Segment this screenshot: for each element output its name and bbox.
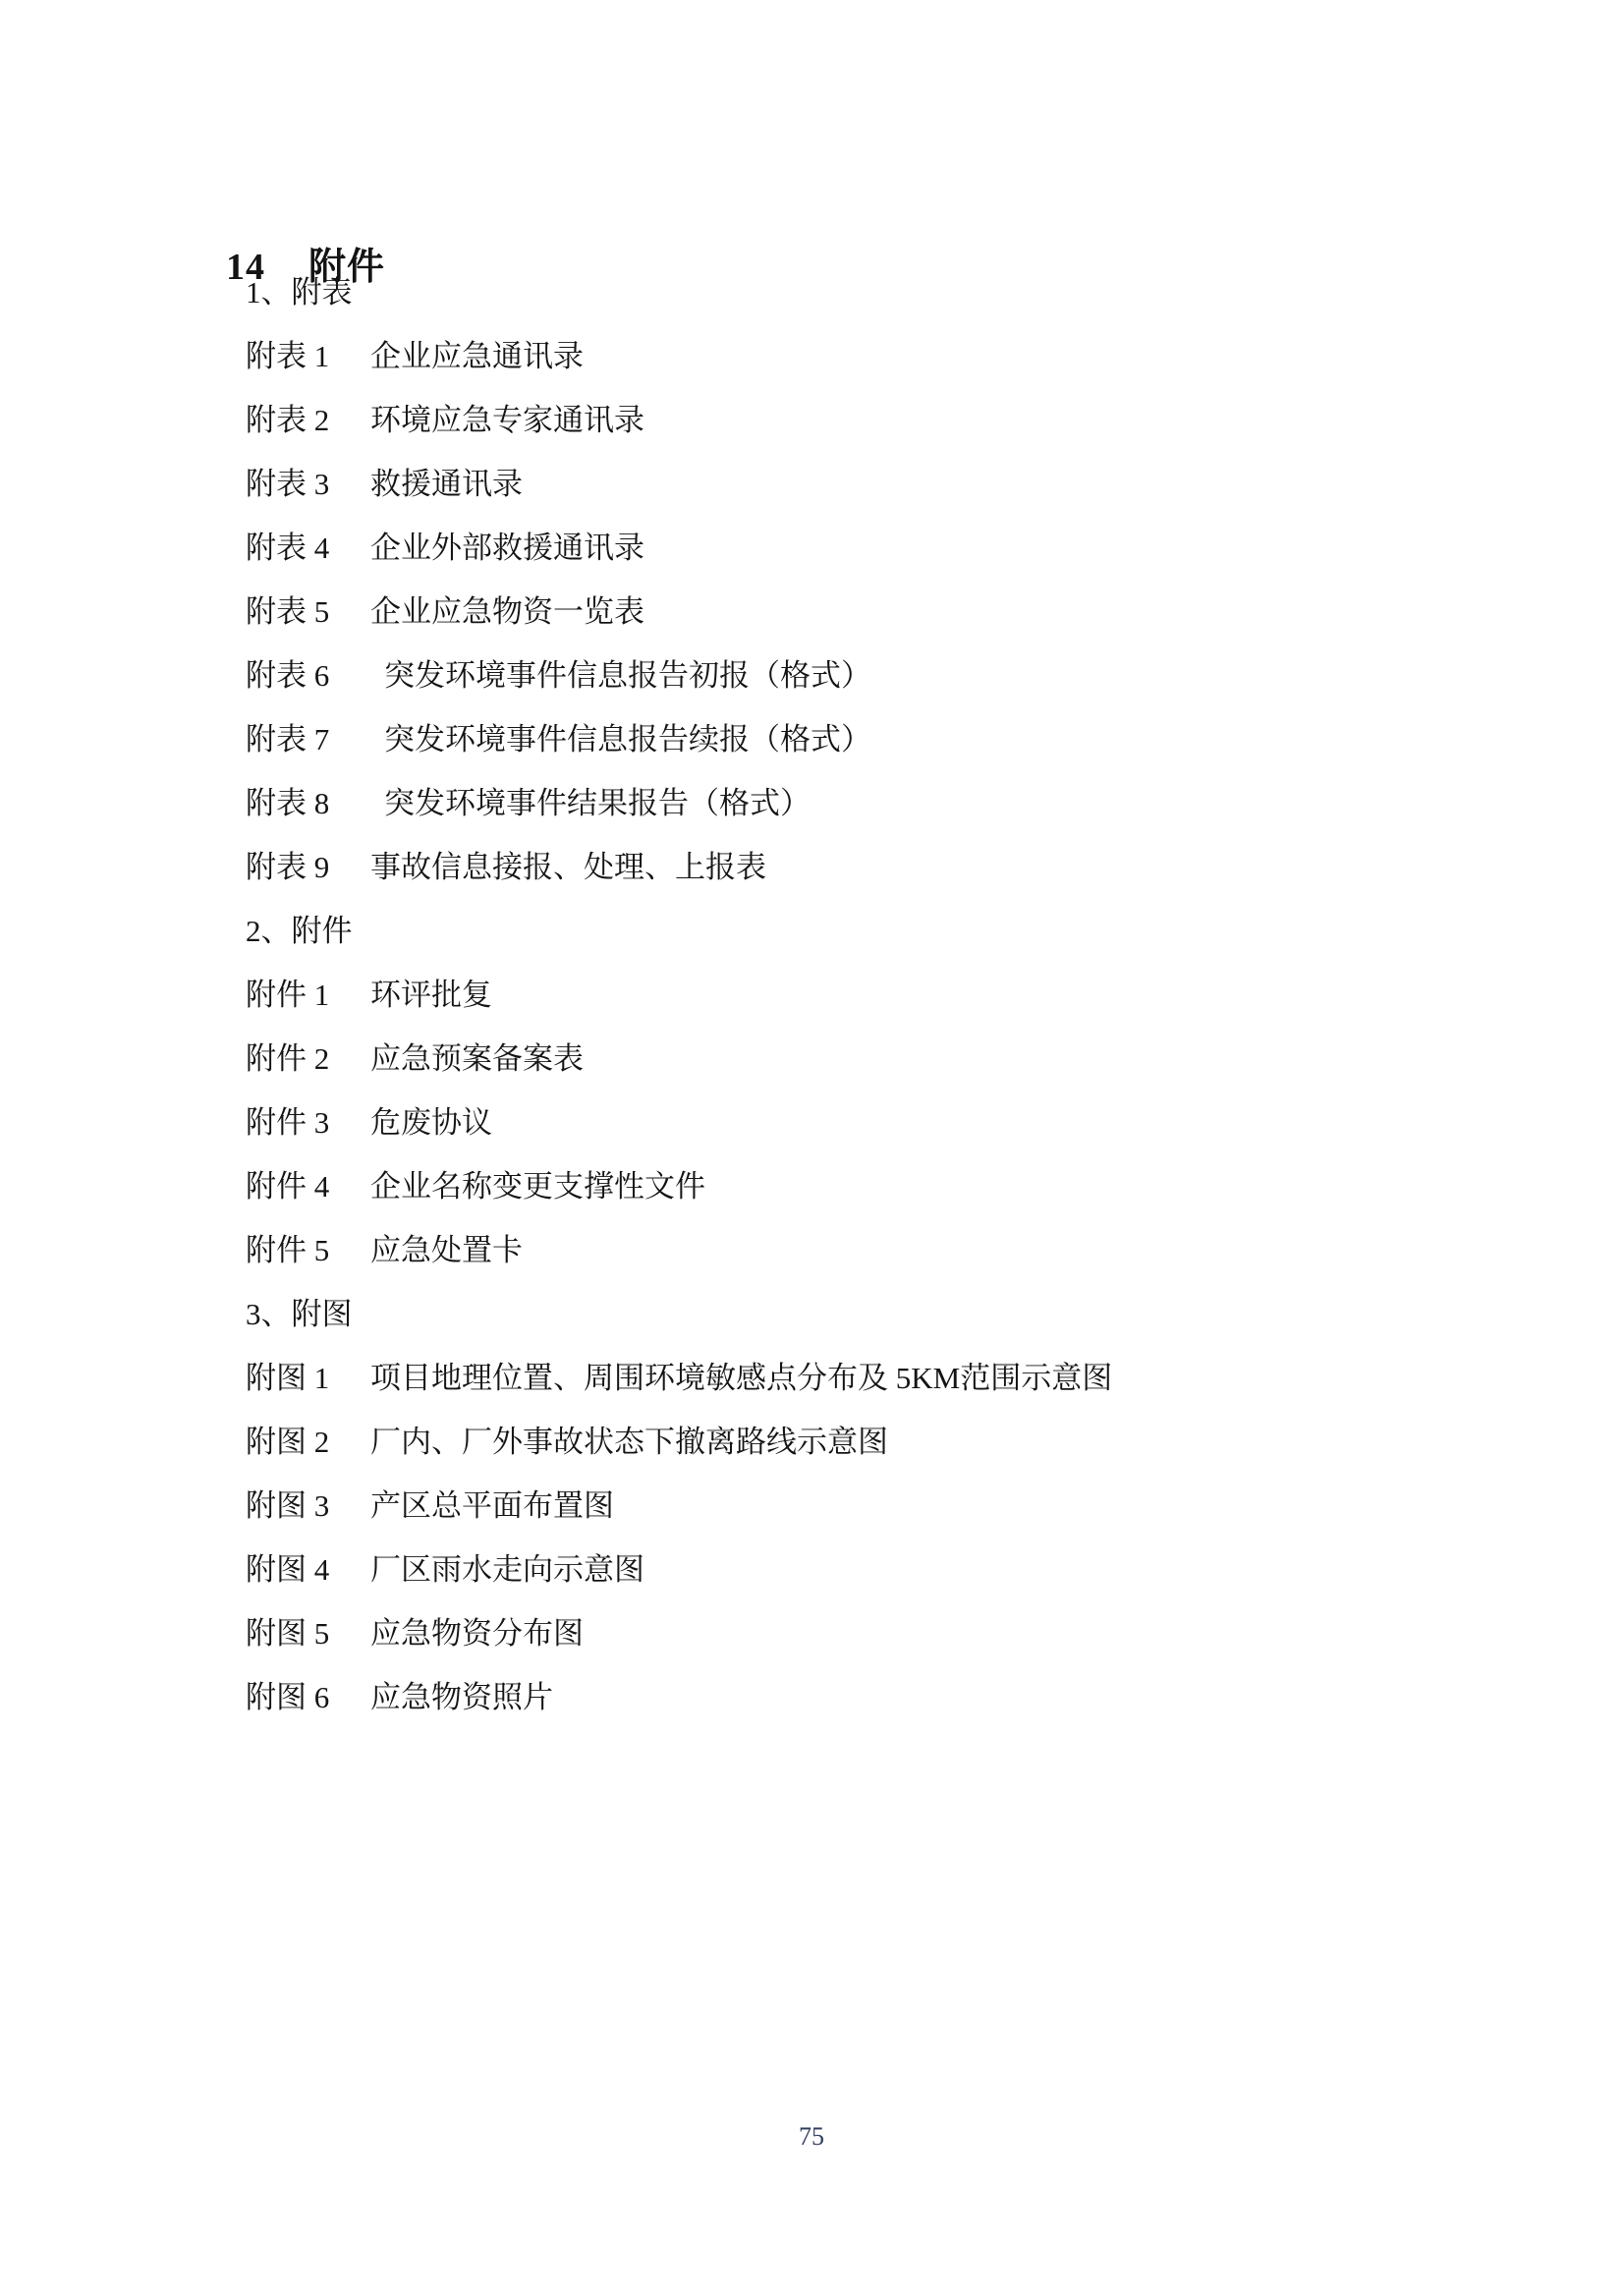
- list-item: [246, 321, 1474, 385]
- item-label: 附件 2: [246, 1041, 330, 1076]
- item-title: 突发环境事件信息报告续报（格式）: [384, 722, 871, 756]
- item-title: 产区总平面布置图: [370, 1488, 614, 1523]
- list-item: [246, 960, 1474, 1024]
- item-label: 附图 1: [246, 1361, 330, 1395]
- item-label: 附件 5: [246, 1233, 330, 1267]
- list-item: [246, 1151, 1474, 1215]
- item-title: 企业名称变更支撑性文件: [370, 1169, 705, 1204]
- list-item: [246, 832, 1474, 896]
- list-item: [246, 1407, 1474, 1471]
- item-label: 附表 1: [246, 339, 330, 373]
- item-label: 附表 6: [246, 658, 330, 693]
- item-label: 附表 5: [246, 594, 330, 629]
- section-header: 3、附图: [246, 1297, 353, 1331]
- list-item: [246, 577, 1474, 641]
- item-label: 附表 3: [246, 467, 330, 501]
- item-title: 突发环境事件信息报告初报（格式）: [384, 658, 871, 693]
- list-item: [246, 513, 1474, 577]
- item-label: 附图 4: [246, 1552, 330, 1587]
- list-item: [246, 449, 1474, 513]
- item-label: 附图 5: [246, 1616, 330, 1651]
- item-title: 企业应急物资一览表: [370, 594, 644, 629]
- item-title: 环评批复: [370, 978, 492, 1012]
- item-title: 企业应急通讯录: [370, 339, 584, 373]
- item-title: 企业外部救援通讯录: [370, 531, 644, 565]
- list-item: [246, 1471, 1474, 1535]
- item-label: 附图 6: [246, 1680, 330, 1714]
- item-label: 附件 1: [246, 978, 330, 1012]
- item-title: 应急预案备案表: [370, 1041, 584, 1076]
- item-title: 救援通讯录: [370, 467, 523, 501]
- attachment-list: [246, 257, 1474, 1726]
- list-item: [246, 385, 1474, 449]
- item-title: 环境应急专家通讯录: [370, 403, 644, 437]
- item-label: 附表 7: [246, 722, 330, 756]
- heading-title: 附件: [308, 247, 386, 288]
- page-number: 75: [799, 2122, 824, 2151]
- item-label: 附表 4: [246, 531, 330, 565]
- section-header: 2、附件: [246, 914, 353, 948]
- list-item: [246, 1024, 1474, 1088]
- list-item: [246, 1598, 1474, 1662]
- list-item: [246, 768, 1474, 832]
- item-label: 附表 9: [246, 850, 330, 884]
- section-header: 1、附表: [246, 275, 353, 309]
- item-label: 附件 4: [246, 1169, 330, 1204]
- item-label: 附表 2: [246, 403, 330, 437]
- item-title: 应急处置卡: [370, 1233, 523, 1267]
- list-item: [246, 1535, 1474, 1598]
- item-label: 附表 8: [246, 786, 330, 820]
- item-label: 附图 2: [246, 1425, 330, 1459]
- list-item: [246, 1662, 1474, 1726]
- heading-number: 14: [226, 247, 265, 288]
- item-title: 应急物资照片: [370, 1680, 553, 1714]
- item-title: 应急物资分布图: [370, 1616, 584, 1651]
- item-title: 厂内、厂外事故状态下撤离路线示意图: [370, 1425, 888, 1459]
- list-item: [246, 1215, 1474, 1279]
- list-item: [246, 641, 1474, 704]
- item-title: 厂区雨水走向示意图: [370, 1552, 644, 1587]
- item-title: 危废协议: [370, 1105, 492, 1140]
- list-item: [246, 1343, 1474, 1407]
- item-title: 事故信息接报、处理、上报表: [370, 850, 766, 884]
- item-title: 突发环境事件结果报告（格式）: [384, 786, 811, 820]
- list-item: [246, 1088, 1474, 1151]
- item-title: 项目地理位置、周围环境敏感点分布及 5KM范围示意图: [370, 1361, 1113, 1395]
- item-label: 附件 3: [246, 1105, 330, 1140]
- item-label: 附图 3: [246, 1488, 330, 1523]
- list-item: [246, 704, 1474, 768]
